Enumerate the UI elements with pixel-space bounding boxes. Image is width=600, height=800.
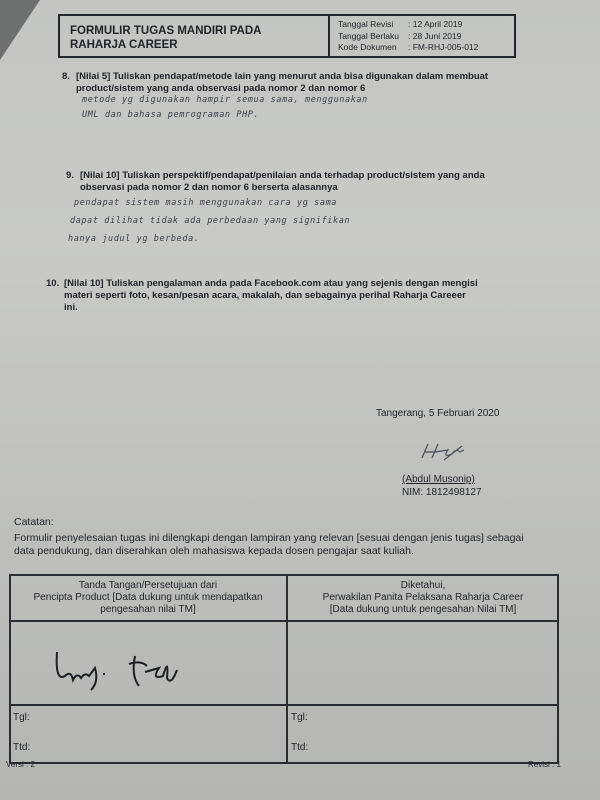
note-line2: data pendukung, dan diserahkan oleh mahasiswa kepada dosen pengajar saat kuliah. (14, 545, 414, 557)
question-9-line1: [Nilai 10] Tuliskan perspektif/pendapat/penilaian anda terhadap product/sistem yang anda (80, 170, 485, 181)
question-9: 9. [Nilai 10] Tuliskan perspektif/pendapat/penilaian anda terhadap product/sistem yang anda observasi pada nomor 2 dan nomor 6 berserta alasannya (80, 170, 550, 194)
question-10-line1: [Nilai 10] Tuliskan pengalaman anda pada Facebook.com atau yang sejenis dengan mengisi (64, 278, 478, 289)
meta-document-code: Kode Dokumen : FM-RHJ-005-012 (338, 42, 479, 52)
footer-revision: Revisi : 1 (528, 760, 561, 769)
form-header (58, 14, 516, 58)
question-8: 8. [Nilai 5] Tuliskan pendapat/metode lain yang menurut anda bisa digunakan dalam membuat product/sistem yang anda observasi pada nomor 2 dan nomor 6 (76, 71, 546, 95)
note-label: Catatan: (14, 516, 54, 528)
question-8-line2: product/sistem yang anda observasi pada nomor 2 dan nomor 6 (76, 83, 366, 94)
creator-signature (51, 646, 201, 694)
table-divider-tgl (11, 704, 557, 706)
table-divider-header (11, 620, 557, 622)
question-10-line3: ini. (64, 302, 78, 313)
form-title (60, 16, 330, 56)
student-signature (418, 440, 468, 462)
creator-date-label: Tgl: (13, 712, 30, 723)
note-line1: Formulir penyelesaian tugas ini dilengkapi dengan lampiran yang relevan [sesuai dengan jenis tugas] sebagai (14, 532, 524, 544)
form-title-line2: RAHARJA CAREER (70, 39, 178, 51)
creator-sign-label: Ttd: (13, 742, 31, 753)
question-9-line2: observasi pada nomor 2 dan nomor 6 berserta alasannya (80, 182, 338, 193)
student-name: (Abdul Musonip) (402, 474, 475, 485)
question-8-line1: [Nilai 5] Tuliskan pendapat/metode lain yang menurut anda bisa digunakan dalam membuat (76, 71, 489, 82)
committee-sign-label: Ttd: (291, 742, 309, 753)
document-meta (330, 16, 514, 56)
meta-revision-date: Tanggal Revisi : 12 April 2019 (338, 19, 463, 29)
answer-9-line3: hanya judul yg berbeda. (68, 234, 200, 244)
question-10: 10. [Nilai 10] Tuliskan pengalaman anda pada Facebook.com atau yang sejenis dengan mengisi materi seperti foto, kesan/pesan acara, makalah, dan sebagainya perihal Raharja Careeer ini. (64, 278, 544, 314)
answer-8-line1: metode yg digunakan hampir semua sama, menggunakan (82, 95, 368, 105)
footer-version: Versi : 2 (6, 760, 35, 769)
committee-acknowledgement-heading: Diketahui, Perwakilan Panita Pelaksana Raharja Career [Data dukung untuk pengesahan Nilai TM] (322, 580, 524, 615)
student-nim: NIM: 1812498127 (402, 487, 482, 498)
committee-date-label: Tgl: (291, 712, 308, 723)
answer-9-line1: pendapat sistem masih menggunakan cara yg sama (74, 198, 338, 208)
approval-table (9, 574, 559, 764)
form-title-line1: FORMULIR TUGAS MANDIRI PADA (70, 25, 262, 37)
meta-effective-date: Tanggal Berlaku : 28 Juni 2019 (338, 30, 462, 41)
answer-8-line2: UML dan bahasa pemrograman PHP. (82, 110, 260, 120)
question-10-line2: materi seperti foto, kesan/pesan acara, makalah, dan sebagainya perihal Raharja Careeer (64, 290, 466, 301)
answer-9-line2: dapat dilihat tidak ada perbedaan yang signifikan (70, 216, 351, 226)
creator-approval-heading: Tanda Tangan/Persetujuan dari Pencipta Product [Data dukung untuk mendapatkan pengesahan nilai TM] (33, 580, 263, 615)
place-date: Tangerang, 5 Februari 2020 (376, 408, 500, 419)
